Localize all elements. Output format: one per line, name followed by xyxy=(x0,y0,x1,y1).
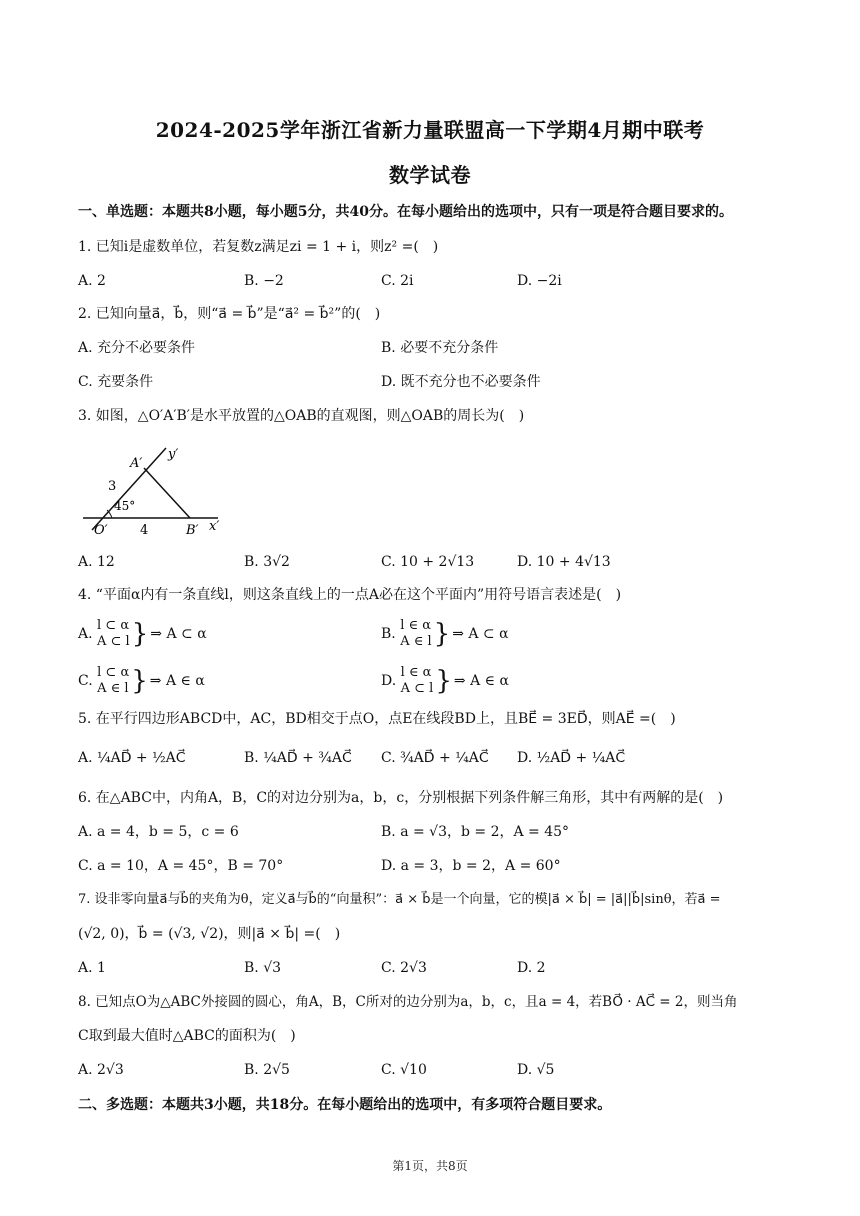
q7-stem-line1: 7. 设非零向量a⃗与b⃗的夹角为θ，定义a⃗与b⃗的“向量积”：a⃗ × b⃗是一个向量，它的模|a⃗ × b⃗| = |a⃗||b⃗|sinθ，若a⃗ = xyxy=(78,892,721,907)
q4-c-top: l ⊂ α xyxy=(97,665,130,680)
q5-option-c: C. ¾AD⃗ + ¼AC⃗ xyxy=(381,750,489,766)
q4-option-d xyxy=(381,665,509,697)
q8-stem-line1: 8. 已知点O为△ABC外接圆的圆心，角A，B，C所对的边分别为a，b，c，且a = 4，若BO⃗ · AC⃗ = 2，则当角 xyxy=(78,994,738,1010)
label-o-prime: O′ xyxy=(94,523,108,538)
q4-c-system xyxy=(97,665,129,697)
q7-option-a: A. 1 xyxy=(78,960,106,976)
q3-stem: 3. 如图，△O′A′B′是水平放置的△OAB的直观图，则△OAB的周长为( ) xyxy=(78,408,525,424)
q5-option-a: A. ¼AD⃗ + ½AC⃗ xyxy=(78,750,186,766)
exam-title: 2024-2025学年浙江省新力量联盟高一下学期4月期中联考 xyxy=(155,118,705,142)
q4-b-bot: A ∈ l xyxy=(400,634,432,649)
q4-stem: 4. “平面α内有一条直线l，则这条直线上的一点A必在这个平面内”用符号语言表述是( ) xyxy=(78,587,622,603)
label-side-3: 3 xyxy=(108,479,117,494)
q3-option-b: B. 3√2 xyxy=(244,554,290,570)
q4-b-result: ⇒ A ⊂ α xyxy=(452,626,509,642)
q4-b-top: l ∈ α xyxy=(400,618,432,633)
label-b-prime: B′ xyxy=(186,523,199,538)
q4-a-label: A. xyxy=(78,626,93,642)
right-brace-icon: } xyxy=(433,619,451,649)
q2-option-d: D. 既不充分也不必要条件 xyxy=(381,374,541,390)
q7-option-d: D. 2 xyxy=(517,960,546,976)
q6-stem: 6. 在△ABC中，内角A，B，C的对边分别为a，b，c，分别根据下列条件解三角形，其中有两解的是( ) xyxy=(78,790,724,806)
q1-stem: 1. 已知i是虚数单位，若复数z满足zi = 1 + i，则z² =( ) xyxy=(78,239,439,255)
q2-option-a: A. 充分不必要条件 xyxy=(78,340,196,356)
label-angle: 45° xyxy=(114,499,136,513)
exam-subtitle: 数学试卷 xyxy=(389,163,471,187)
q4-b-system xyxy=(400,618,431,650)
q4-d-bot: A ⊂ l xyxy=(400,681,434,696)
q6-option-d: D. a = 3，b = 2，A = 60° xyxy=(381,858,561,874)
q1-option-d: D. −2i xyxy=(517,273,562,289)
q8-option-c: C. √10 xyxy=(381,1062,427,1078)
q4-c-label: C. xyxy=(78,673,93,689)
label-a-prime: A′ xyxy=(130,456,143,471)
q8-option-d: D. √5 xyxy=(517,1062,555,1078)
q8-stem-line2: C取到最大值时△ABC的面积为( ) xyxy=(78,1028,296,1044)
right-brace-icon: } xyxy=(435,666,452,696)
q4-option-b xyxy=(381,618,509,650)
q5-option-b: B. ¼AD⃗ + ¾AC⃗ xyxy=(244,750,352,766)
page-footer: 第1页，共8页 xyxy=(392,1159,468,1173)
right-brace-icon: } xyxy=(131,619,149,649)
q1-option-c: C. 2i xyxy=(381,273,414,289)
q6-option-b: B. a = √3，b = 2，A = 45° xyxy=(381,824,570,840)
q4-option-a xyxy=(78,618,207,650)
q4-d-label: D. xyxy=(381,673,397,689)
q4-a-top: l ⊂ α xyxy=(97,618,130,633)
q3-oblique-triangle-figure xyxy=(78,440,238,540)
q3-option-c: C. 10 + 2√13 xyxy=(381,554,475,570)
label-base-4: 4 xyxy=(140,523,149,538)
q2-option-c: C. 充要条件 xyxy=(78,374,154,390)
q7-option-b: B. √3 xyxy=(244,960,282,976)
q5-stem: 5. 在平行四边形ABCD中，AC，BD相交于点O，点E在线段BD上，且BE⃗ = 3ED⃗，则AE⃗ =( ) xyxy=(78,711,676,727)
section-2-heading: 二、多选题：本题共3小题，共18分。在每小题给出的选项中，有多项符合题目要求。 xyxy=(78,1097,612,1113)
q4-d-result: ⇒ A ∈ α xyxy=(453,673,509,689)
q2-option-b: B. 必要不充分条件 xyxy=(381,340,499,356)
q3-option-a: A. 12 xyxy=(78,554,115,570)
q3-option-d: D. 10 + 4√13 xyxy=(517,554,611,570)
section-1-heading: 一、单选题：本题共8小题，每小题5分，共40分。在每小题给出的选项中，只有一项是符合题目要求的。 xyxy=(78,204,733,220)
q5-option-d: D. ½AD⃗ + ¼AC⃗ xyxy=(517,750,626,766)
q6-option-c: C. a = 10，A = 45°，B = 70° xyxy=(78,858,284,874)
q7-stem-line2: (√2, 0)，b⃗ = (√3, √2)，则|a⃗ × b⃗| =( ) xyxy=(78,926,341,942)
side-a-b-line xyxy=(144,468,190,518)
q8-option-a: A. 2√3 xyxy=(78,1062,124,1078)
label-y-prime: y′ xyxy=(168,447,179,462)
q4-b-label: B. xyxy=(381,626,396,642)
q4-c-result: ⇒ A ∈ α xyxy=(149,673,205,689)
q2-stem: 2. 已知向量a⃗，b⃗，则“a⃗ = b⃗”是“a⃗² = b⃗²”的( ) xyxy=(78,306,381,322)
q4-c-bot: A ∈ l xyxy=(97,681,129,696)
right-brace-icon: } xyxy=(131,666,148,696)
q6-option-a: A. a = 4，b = 5，c = 6 xyxy=(78,824,239,840)
q4-d-top: l ∈ α xyxy=(400,665,432,680)
q4-a-system xyxy=(97,618,130,650)
q1-option-a: A. 2 xyxy=(78,273,106,289)
q1-option-b: B. −2 xyxy=(244,273,284,289)
label-x-prime: x′ xyxy=(209,519,220,534)
q7-option-c: C. 2√3 xyxy=(381,960,427,976)
q4-a-result: ⇒ A ⊂ α xyxy=(150,626,207,642)
q8-option-b: B. 2√5 xyxy=(244,1062,290,1078)
q4-a-bot: A ⊂ l xyxy=(97,634,130,649)
q4-option-c xyxy=(78,665,205,697)
q4-d-system xyxy=(401,665,434,697)
